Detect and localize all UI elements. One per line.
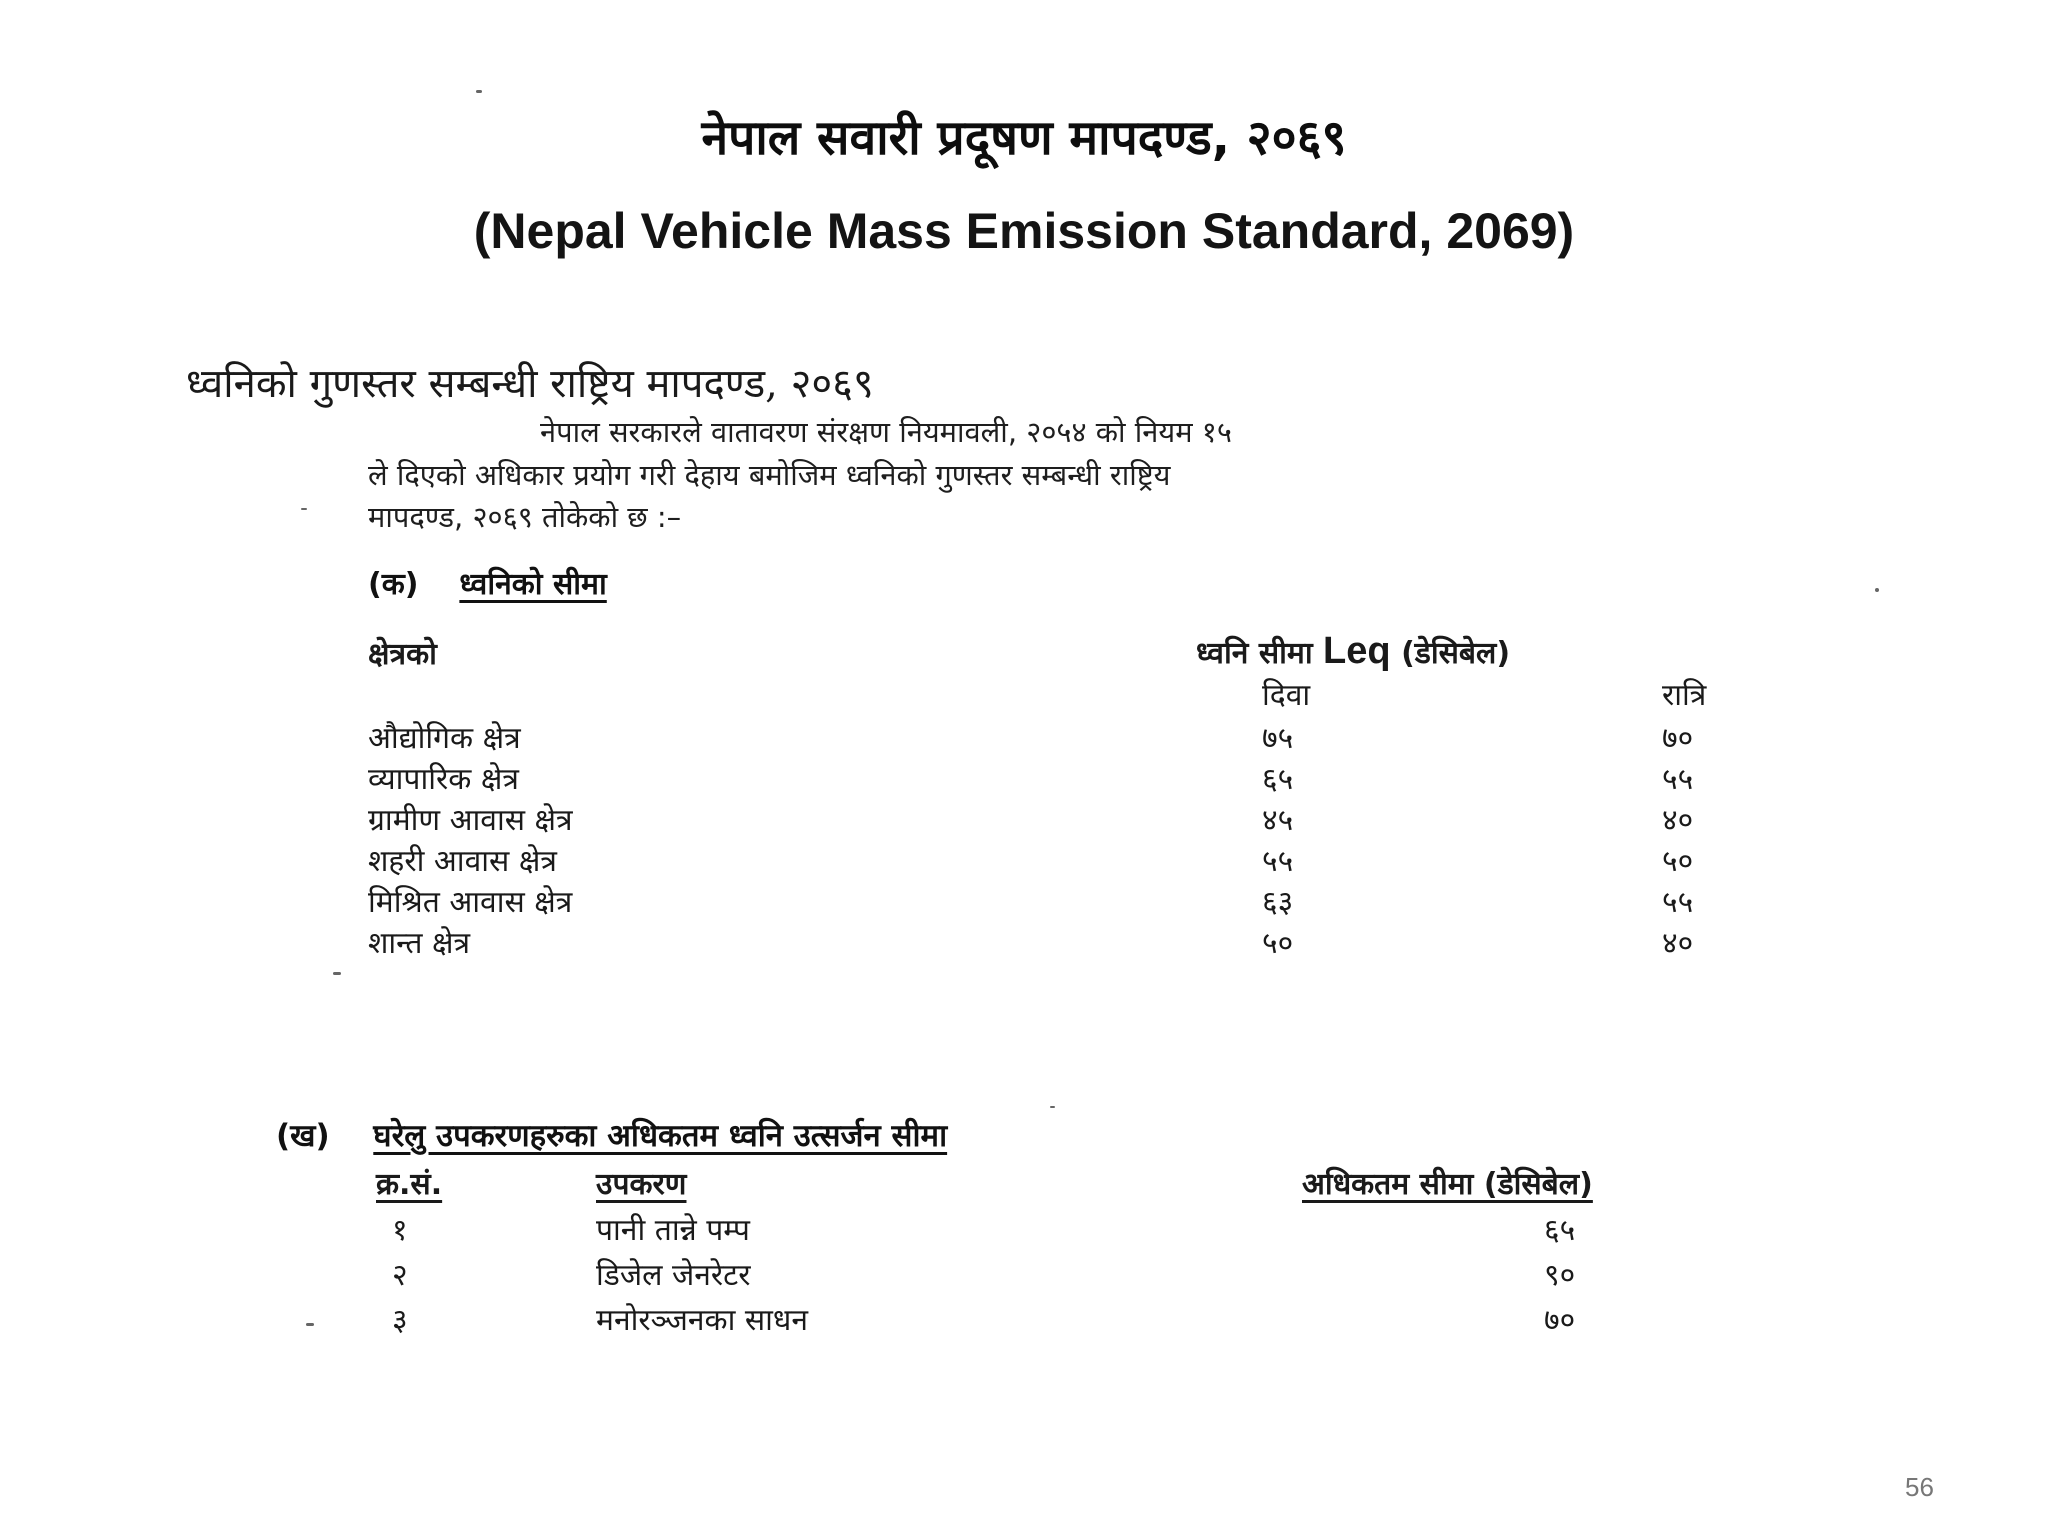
table-a-area-5: मिश्रित आवास क्षेत्र <box>368 885 573 920</box>
col-area-header: क्षेत्रको <box>368 637 437 672</box>
table-a-area-6: शान्त क्षेत्र <box>368 926 471 961</box>
table-a-night-4: ५० <box>1662 844 1694 879</box>
col-night-header: रात्रि <box>1662 678 1707 713</box>
table-a-area-3: ग्रामीण आवास क्षेत्र <box>368 803 573 838</box>
col-day-header: दिवा <box>1262 678 1311 713</box>
scan-speck <box>306 1323 314 1326</box>
section-a-heading <box>368 562 607 603</box>
table-a-day-3: ४५ <box>1262 803 1294 838</box>
section-b-marker: (ख) <box>276 1118 330 1154</box>
table-a-area-4: शहरी आवास क्षेत्र <box>368 844 557 879</box>
table-b-sn-2: २ <box>392 1258 408 1293</box>
table-b-max-2: ९० <box>1544 1258 1576 1293</box>
col-limit-leq: Leq <box>1323 630 1391 672</box>
table-b-device-3: मनोरञ्जनका साधन <box>596 1303 809 1338</box>
table-a-area-2: व्यापारिक क्षेत्र <box>368 762 519 797</box>
col-limit-prefix: ध्वनि सीमा <box>1196 636 1313 671</box>
table-a-day-4: ५५ <box>1262 844 1294 879</box>
title-english: (Nepal Vehicle Mass Emission Standard, 2069) <box>473 203 1575 259</box>
scan-speck <box>476 90 482 93</box>
table-b-device-2: डिजेल जेनरेटर <box>596 1258 751 1293</box>
section-a-title: ध्वनिको सीमा <box>459 567 607 602</box>
table-b-sn-3: ३ <box>392 1303 408 1338</box>
page-number: 56 <box>1905 1472 1934 1502</box>
table-a-area-1: औद्योगिक क्षेत्र <box>368 721 521 756</box>
col-device-header: उपकरण <box>596 1167 687 1202</box>
intro-line-2: ले दिएको अधिकार प्रयोग गरी देहाय बमोजिम ध्वनिको गुणस्तर सम्बन्धी राष्ट्रिय <box>368 458 1171 492</box>
table-b-device-1: पानी तान्ने पम्प <box>596 1213 750 1248</box>
title-nepali: नेपाल सवारी प्रदूषण मापदण्ड, २०६९ <box>701 110 1347 166</box>
table-a-night-5: ५५ <box>1662 885 1694 920</box>
table-b-sn-1: १ <box>392 1213 408 1248</box>
intro-line-3: मापदण्ड, २०६९ तोकेको छ :– <box>368 500 682 534</box>
scan-speck <box>1050 1106 1055 1108</box>
scan-speck <box>1875 588 1879 592</box>
table-a-day-1: ७५ <box>1262 721 1294 756</box>
col-limit-unit: (डेसिबेल) <box>1401 636 1511 671</box>
table-a-night-3: ४० <box>1662 803 1694 838</box>
col-max-header: अधिकतम सीमा (डेसिबेल) <box>1302 1167 1593 1202</box>
table-a-day-2: ६५ <box>1262 762 1294 797</box>
col-limit-header <box>1196 630 1510 673</box>
table-a-night-1: ७० <box>1662 721 1694 756</box>
section-b-heading <box>276 1114 947 1156</box>
table-a-night-6: ४० <box>1662 926 1694 961</box>
col-sn-header: क्र.सं. <box>376 1167 443 1202</box>
section-heading: ध्वनिको गुणस्तर सम्बन्धी राष्ट्रिय मापदण्ड, २०६९ <box>186 361 874 407</box>
table-b-max-1: ६५ <box>1544 1213 1576 1248</box>
scan-speck <box>333 972 341 975</box>
section-b-title: घरेलु उपकरणहरुका अधिकतम ध्वनि उत्सर्जन सीमा <box>373 1118 948 1154</box>
intro-line-1: नेपाल सरकारले वातावरण संरक्षण नियमावली, २०५४ को नियम १५ <box>540 415 1232 449</box>
table-a-day-5: ६३ <box>1262 885 1294 920</box>
section-a-marker: (क) <box>368 567 419 602</box>
table-a-night-2: ५५ <box>1662 762 1694 797</box>
table-a-day-6: ५० <box>1262 926 1294 961</box>
scan-speck <box>301 508 307 510</box>
table-b-max-3: ७० <box>1544 1303 1576 1338</box>
